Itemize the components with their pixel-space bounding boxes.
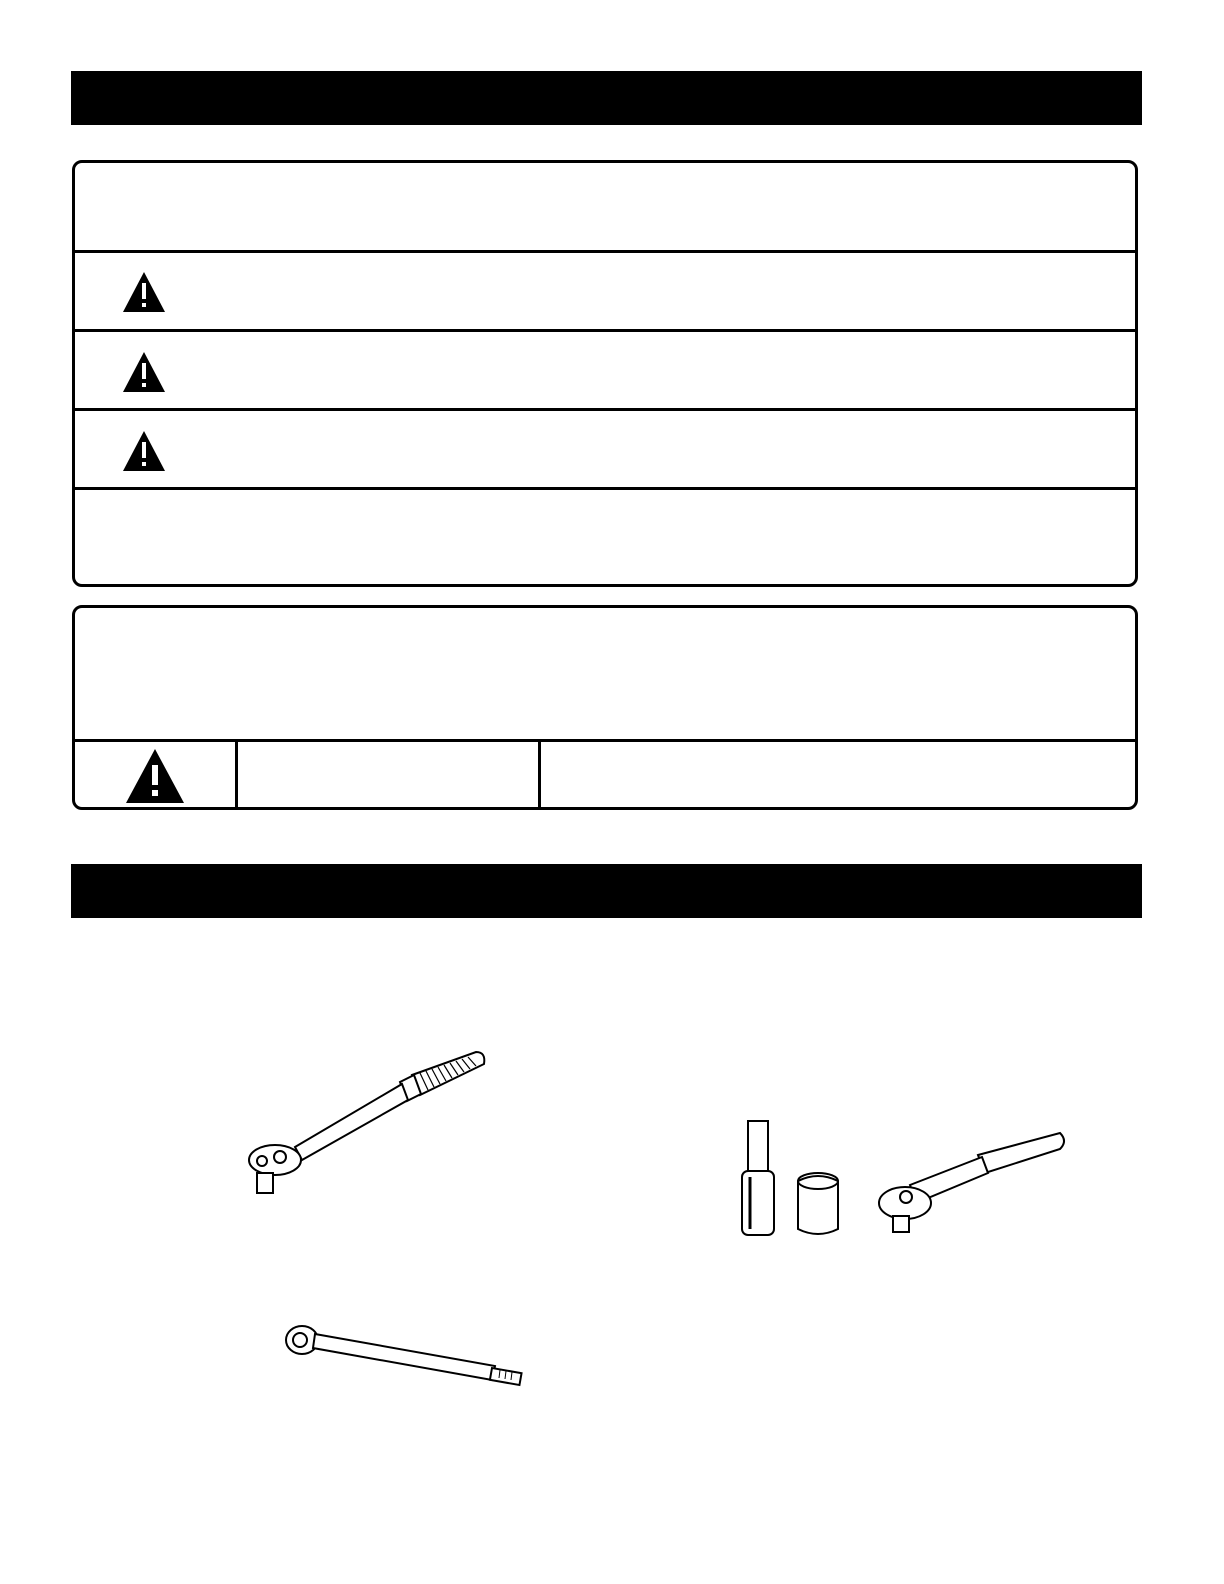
safety-symbols-box [72, 160, 1138, 587]
section-header-safety [71, 71, 1142, 125]
section-header-tools [71, 864, 1142, 918]
divider [75, 250, 1135, 253]
column-divider [235, 739, 238, 807]
warning-triangle-icon [121, 270, 167, 319]
divider [75, 487, 1135, 490]
tire-pressure-gauge-icon [280, 1318, 530, 1403]
warning-triangle-icon [121, 429, 167, 478]
column-divider [538, 739, 541, 807]
divider [75, 408, 1135, 411]
divider [75, 739, 1135, 742]
warning-triangle-icon [121, 350, 167, 399]
torque-wrench-icon [240, 1040, 500, 1210]
warning-triangle-icon [124, 747, 186, 810]
signal-word-box [72, 605, 1138, 810]
divider [75, 329, 1135, 332]
socket-and-ratchet-icon [730, 1115, 1070, 1255]
